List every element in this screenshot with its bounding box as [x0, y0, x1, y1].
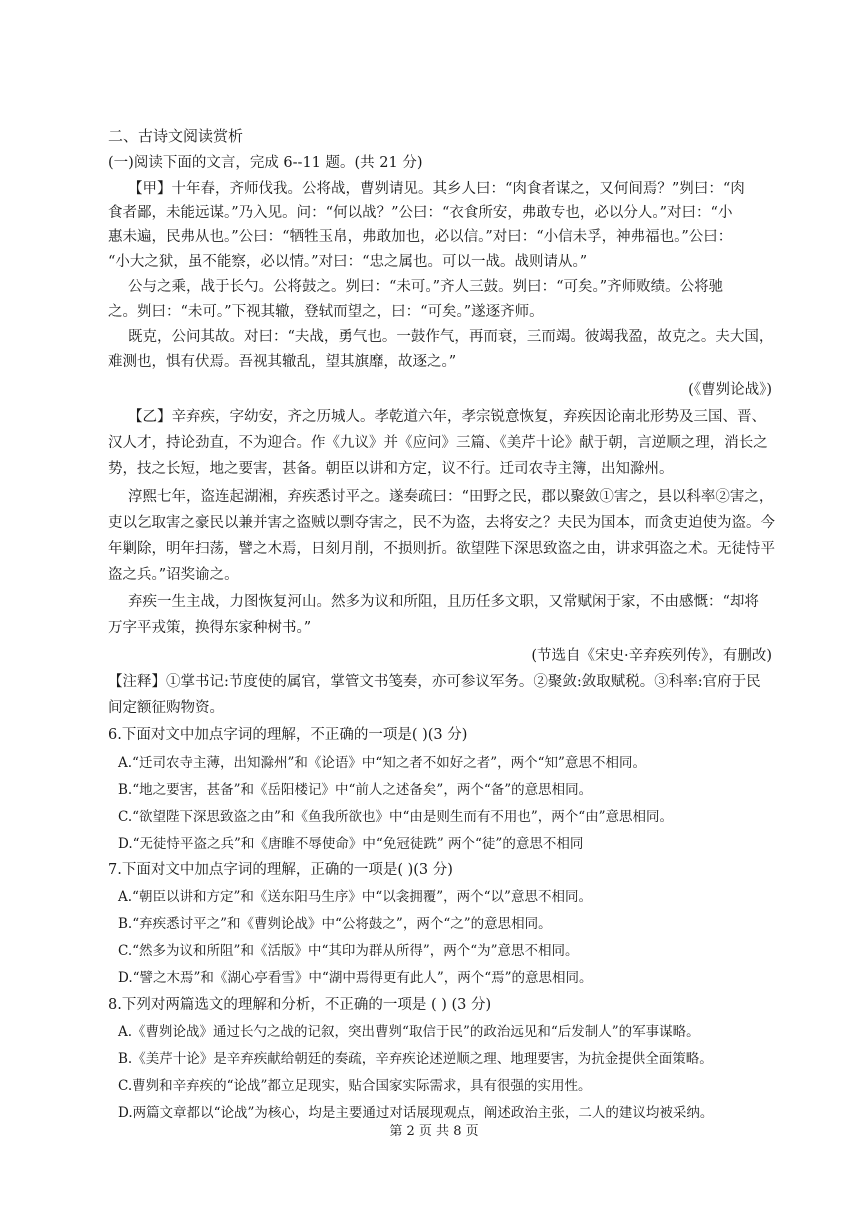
yi-line: 万字平戎策，换得东家种树书。” [108, 620, 312, 636]
yi-line: 汉人才，持论劲直，不为迎合。作《九议》并《应问》三篇、《美芹十论》献于朝，言逆顺之理，消长之 [108, 435, 768, 451]
jia-line: 食者鄙，未能远谋。”乃入见。问：“何以战？”公曰：“衣食所安，弗敢专也，必以分人。”对曰：“小 [108, 205, 733, 221]
question-8-stem: 8.下列对两篇选文的理解和分析，不正确的一项是 ( ) (3 分) [108, 997, 492, 1013]
question-7-option-b: B.“弃疾悉讨平之”和《曹刿论战》中“公将鼓之”，两个“之”的意思相同。 [118, 916, 552, 932]
question-7-stem: 7.下面对文中加点字词的理解，正确的一项是( )(3 分) [108, 862, 453, 878]
notes-line: 间定额征购物资。 [108, 700, 224, 716]
section-title: 二、古诗文阅读赏析 [108, 127, 244, 145]
question-8-option-d: D.两篇文章都以“论战”为核心，均是主要通过对话展现观点，阐述政治主张，二人的建议均被采纳。 [118, 1105, 714, 1121]
passage-instruction: (一)阅读下面的文言，完成 6--11 题。(共 21 分) [108, 155, 423, 171]
page-footer: 第 2 页 共 8 页 [389, 1124, 479, 1139]
jia-line: “小大之狱，虽不能察，必以情。”对曰：“忠之属也。可以一战。战则请从。” [108, 254, 588, 270]
jia-line: 难测也，惧有伏焉。吾视其辙乱，望其旗靡，故逐之。” [108, 354, 457, 370]
jia-line: 【甲】十年春，齐师伐我。公将战，曹刿请见。其乡人曰：“肉食者谋之，又何间焉？”刿曰：“肉 [128, 181, 745, 197]
jia-line: 惠未遍，民弗从也。”公曰：“牺牲玉帛，弗敢加也，必以信。”对曰：“小信未孚，神弗福也。”公曰： [108, 229, 733, 245]
jia-line: 公与之乘，战于长勺。公将鼓之。刿曰：“未可。”齐人三鼓。刿曰：“可矣。”齐师败绩。公将驰 [128, 279, 724, 295]
question-7-option-a: A.“朝臣以讲和方定”和《送东阳马生序》中“以衾拥覆”，两个“以”意思不相同。 [118, 889, 592, 905]
jia-line: 之。刿曰：“未可。”下视其辙，登轼而望之，曰：“可矣。”遂逐齐师。 [108, 304, 544, 320]
question-7-option-c: C.“然多为议和所阻”和《活版》中“其印为群从所得”，两个“为”意思不相同。 [118, 943, 579, 959]
question-8-option-b: B.《美芹十论》是辛弃疾献给朝廷的奏疏，辛弃疾论述逆顺之理、地理要害，为抗金提供全面策略。 [118, 1051, 713, 1067]
question-6-option-d: D.“无徒恃平盗之兵”和《唐睢不辱使命》中“免冠徒跣” 两个“徒”的意思不相同 [118, 836, 584, 852]
question-6-option-a: A.“迁司农寺主薄，出知滁州”和《论语》中“知之者不如好之者”，两个“知”意思不相同。 [118, 755, 646, 771]
yi-line: 淳熙七年，盗连起湖湘，弃疾悉讨平之。遂奏疏曰：“田野之民，郡以聚敛①害之，县以科率②害之， [128, 489, 774, 505]
jia-line: 既克，公问其故。对曰：“夫战，勇气也。一鼓作气，再而衰，三而竭。彼竭我盈，故克之。夫大国， [128, 329, 774, 345]
question-8-option-a: A.《曹刿论战》通过长勺之战的记叙，突出曹刿“取信于民”的政治远见和“后发制人”的军事谋略。 [118, 1024, 700, 1040]
question-8-option-c: C.曹刿和辛弃疾的“论战”都立足现实，贴合国家实际需求，具有很强的实用性。 [118, 1078, 592, 1094]
question-6-option-c: C.“欲望陛下深思致盗之由”和《鱼我所欲也》中“由是则生而有不用也”，两个“由”意思相同。 [118, 809, 674, 825]
notes-line: 【注释】①掌书记:节度使的属官，掌管文书笺奏，亦可参议军务。②聚敛:敛取赋税。③科率:官府于民 [108, 674, 761, 690]
yi-line: 吏以乞取害之豪民以兼并害之盗贼以剽夺害之，民不为盗，去将安之？夫民为国本，而贪吏迫使为盗。今 [108, 515, 775, 531]
yi-line: 年剿除，明年扫荡，譬之木焉，日刻月削，不损则折。欲望陛下深思致盗之由，讲求弭盗之术。无徒恃平 [108, 541, 775, 557]
question-6-option-b: B.“地之要害，甚备”和《岳阳楼记》中“前人之述备矣”，两个“备”的意思相同。 [118, 782, 593, 798]
yi-line: 盗之兵。”诏奖谕之。 [108, 567, 239, 583]
yi-line: 势，技之长短，地之要害，甚备。朝臣以讲和方定，议不行。迁司农寺主簿，出知滁州。 [108, 461, 674, 477]
question-7-option-d: D.“譬之木焉”和《湖心亭看雪》中“湖中焉得更有此人”，两个“焉”的意思相同。 [118, 970, 593, 986]
yi-source: (节选自《宋史·辛弃疾列传》，有删改) [531, 648, 772, 664]
question-6-stem: 6.下面对文中加点字词的理解，不正确的一项是( )(3 分) [108, 727, 468, 743]
yi-line: 弃疾一生主战，力图恢复河山。然多为议和所阻，且历任多文职，又常赋闲于家，不由感慨：“却将 [128, 594, 759, 610]
yi-line: 【乙】辛弃疾，字幼安，齐之历城人。孝乾道六年，孝宗锐意恢复，弃疾因论南北形势及三国、晋、 [128, 409, 766, 425]
jia-source: (《曹刿论战》) [688, 382, 772, 398]
